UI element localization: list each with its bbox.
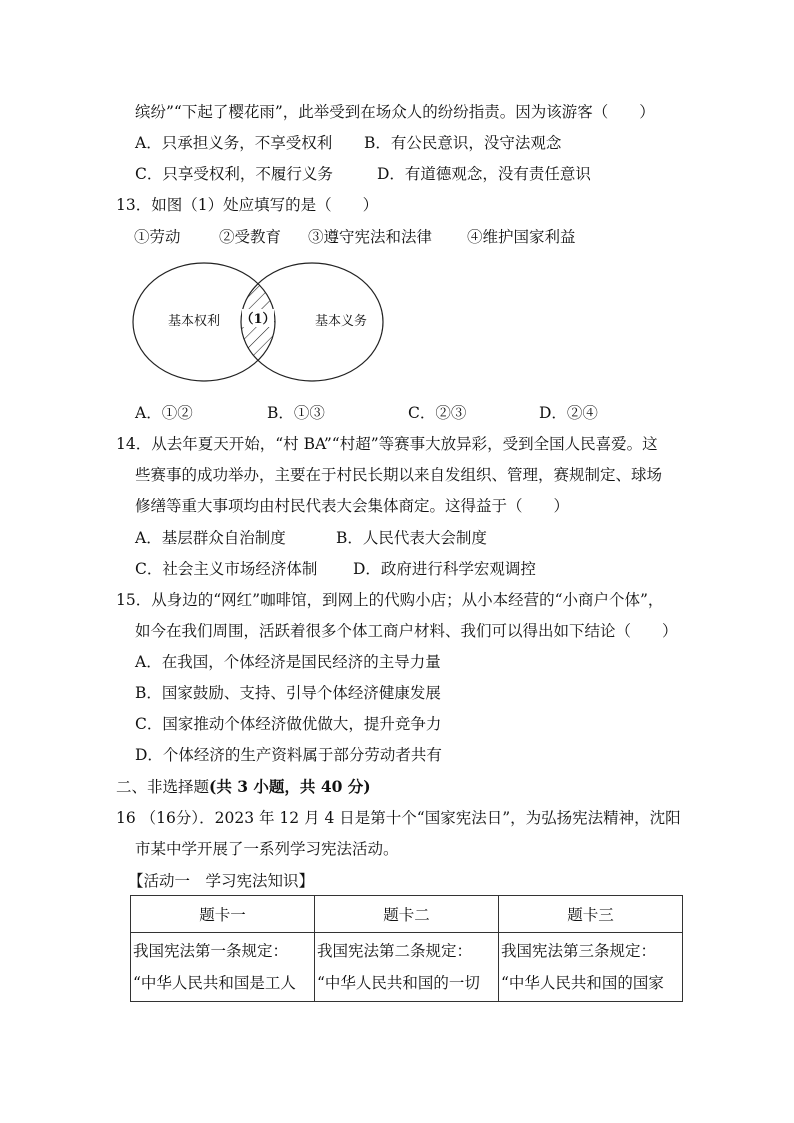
- q14-option-d[interactable]: D．政府进行科学宏观调控: [353, 560, 536, 578]
- q15-stem-line-1: 15．从身边的“网红”咖啡馆，到网上的代购小店；从小本经营的“小商户个体”，: [116, 591, 664, 609]
- q16-stem-line-1: 16 （16分）．2023 年 12 月 4 日是第十个“国家宪法日”，为弘扬宪法精神，沈阳: [116, 809, 681, 827]
- table-header-cell: 题卡三: [499, 896, 683, 933]
- q12-option-a[interactable]: A．只承担义务，不享受权利: [135, 134, 333, 152]
- q14-stem-line-1: 14．从去年夏天开始，“村 BA”“村超”等赛事大放异彩，受到全国人民喜爱。这: [116, 435, 658, 453]
- q13-item-1: ①劳动: [134, 228, 181, 246]
- q12-option-d[interactable]: D．有道德观念，没有责任意识: [377, 165, 591, 183]
- q15-option-a[interactable]: A．在我国，个体经济是国民经济的主导力量: [135, 653, 441, 671]
- q16-activity-title: 【活动一 学习宪法知识】: [128, 872, 315, 890]
- q13-item-2: ②受教育: [219, 228, 282, 246]
- cell-line: 我国宪法第三条规定：: [501, 942, 657, 960]
- venn-right-label: 基本义务: [314, 314, 368, 329]
- cell-line: “中华人民共和国的国家: [501, 974, 664, 992]
- q14-option-b[interactable]: B．人民代表大会制度: [336, 529, 487, 547]
- table-cell: [315, 933, 499, 1002]
- q15-option-d[interactable]: D．个体经济的生产资料属于部分劳动者共有: [135, 746, 442, 764]
- q13-stem: 13．如图（1）处应填写的是（ ）: [116, 196, 379, 214]
- q13-option-c[interactable]: C．②③: [408, 404, 467, 422]
- table-cell: [131, 933, 315, 1002]
- q12-option-b[interactable]: B．有公民意识，没守法观念: [364, 134, 562, 152]
- q12-stem-tail: 缤纷”“下起了樱花雨”，此举受到在场众人的纷纷指责。因为该游客（ ）: [135, 103, 655, 121]
- table-header-row: [131, 896, 683, 933]
- section-2-detail: (共 3 小题，共 40 分): [209, 777, 371, 796]
- q15-option-c[interactable]: C．国家推动个体经济做优做大，提升竞争力: [135, 715, 442, 733]
- section-2-heading: [116, 777, 371, 797]
- cell-line: 我国宪法第一条规定：: [133, 942, 289, 960]
- table-header-cell: 题卡二: [315, 896, 499, 933]
- table-row: [131, 933, 683, 1002]
- table-header-cell: 题卡一: [131, 896, 315, 933]
- q15-option-b[interactable]: B．国家鼓励、支持、引导个体经济健康发展: [135, 684, 441, 702]
- table-cell: [499, 933, 683, 1002]
- q12-option-c[interactable]: C．只享受权利，不履行义务: [135, 165, 333, 183]
- q13-item-4: ④维护国家利益: [467, 228, 576, 246]
- venn-center-label: （1）: [240, 312, 276, 327]
- q14-option-c[interactable]: C．社会主义市场经济体制: [135, 560, 318, 578]
- q13-item-3: ③遵守宪法和法律: [308, 228, 433, 246]
- cell-line: 我国宪法第二条规定：: [317, 942, 473, 960]
- q16-card-table: [130, 895, 683, 1002]
- q14-stem-line-3: 修缮等重大事项均由村民代表大会集体商定。这得益于（ ）: [135, 497, 570, 515]
- q16-stem-line-2: 市某中学开展了一系列学习宪法活动。: [135, 840, 399, 858]
- section-2-prefix: 二、非选择题: [116, 778, 210, 796]
- q15-stem-line-2: 如今在我们周围，活跃着很多个体工商户材料、我们可以得出如下结论（ ）: [135, 622, 678, 640]
- q14-option-a[interactable]: A．基层群众自治制度: [135, 529, 286, 547]
- q13-option-d[interactable]: D．②④: [539, 404, 598, 422]
- cell-line: “中华人民共和国的一切: [317, 974, 480, 992]
- q13-option-a[interactable]: A．①②: [135, 404, 193, 422]
- q14-stem-line-2: 些赛事的成功举办，主要在于村民长期以来自发组织、管理，赛规制定、球场: [135, 466, 663, 484]
- venn-diagram: [130, 262, 410, 388]
- cell-line: “中华人民共和国是工人: [133, 974, 296, 992]
- venn-left-label: 基本权利: [167, 314, 221, 329]
- q13-option-b[interactable]: B．①③: [267, 404, 325, 422]
